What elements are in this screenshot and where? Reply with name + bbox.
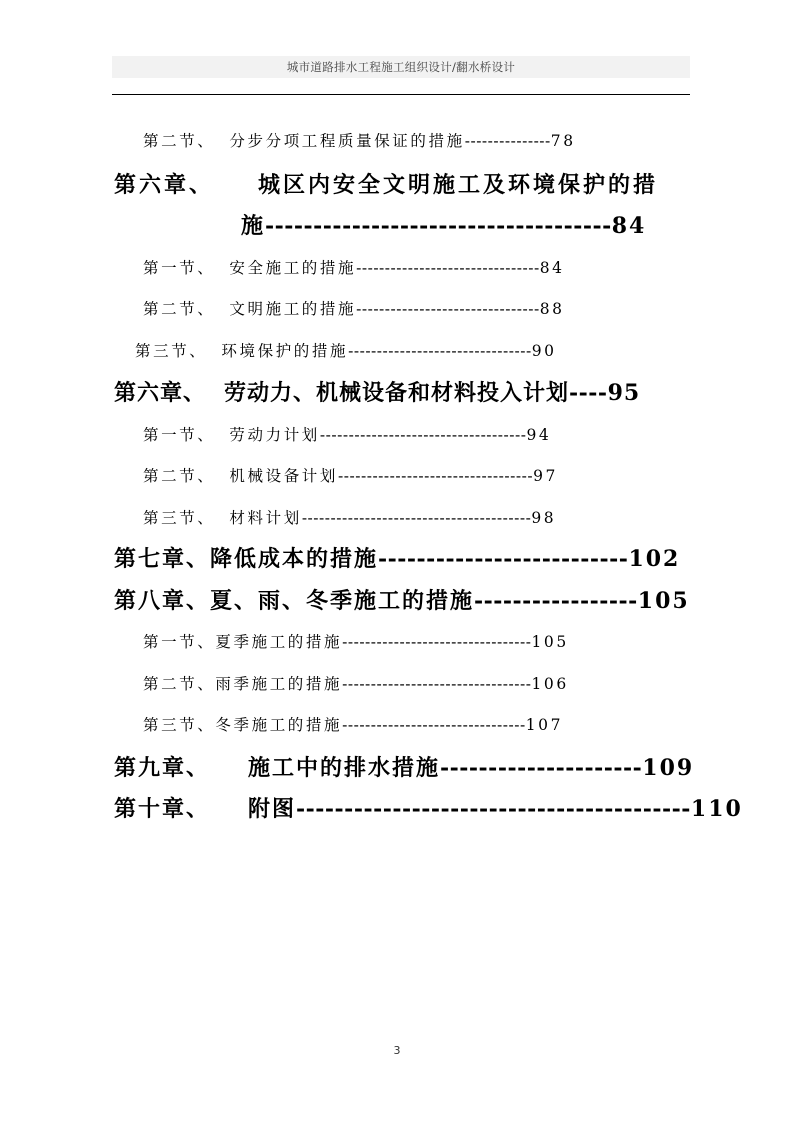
section-title: 安全施工的措施 bbox=[229, 259, 357, 277]
section-number: 第三节、 bbox=[135, 342, 208, 360]
toc-chapter-entry[interactable] bbox=[114, 583, 690, 619]
toc-section-entry[interactable] bbox=[135, 338, 557, 364]
section-title: 夏季施工的措施 bbox=[215, 633, 343, 651]
page-reference: 88 bbox=[539, 300, 565, 318]
toc-chapter-entry[interactable] bbox=[114, 750, 694, 786]
toc-section-entry[interactable] bbox=[143, 505, 556, 531]
toc-chapter-entry[interactable] bbox=[114, 541, 680, 577]
section-title: 劳动力计划 bbox=[229, 426, 320, 444]
page-reference: 106 bbox=[531, 675, 569, 693]
dot-leader: -------------------------------- bbox=[342, 716, 526, 734]
section-number: 第三节、 bbox=[143, 716, 216, 734]
chapter-number: 第十章、 bbox=[114, 796, 211, 822]
section-number: 第三节、 bbox=[143, 509, 216, 527]
toc-section-entry[interactable] bbox=[143, 712, 563, 738]
section-number: 第二节、 bbox=[143, 300, 216, 318]
dot-leader: -------------------------- bbox=[378, 546, 629, 572]
toc-chapter-entry[interactable] bbox=[114, 791, 743, 827]
page-reference: 110 bbox=[690, 796, 743, 822]
chapter-number: 第七章、 bbox=[114, 546, 211, 572]
chapter-title: 附图 bbox=[248, 796, 297, 822]
chapter-number: 第六章、 bbox=[114, 172, 215, 198]
page-reference: 102 bbox=[628, 546, 681, 572]
dot-leader: -------------------------------- bbox=[356, 259, 540, 277]
section-number: 第一节、 bbox=[143, 426, 216, 444]
dot-leader: ----------------- bbox=[474, 588, 638, 614]
page-reference: 78 bbox=[550, 132, 576, 150]
section-number: 第一节、 bbox=[143, 259, 216, 277]
dot-leader: --------------------------------- bbox=[342, 633, 532, 651]
toc-section-entry[interactable] bbox=[143, 629, 569, 655]
section-number: 第二节、 bbox=[143, 467, 216, 485]
chapter-title: 降低成本的措施 bbox=[210, 546, 379, 572]
page-reference: 97 bbox=[533, 467, 559, 485]
header-rule bbox=[112, 94, 690, 95]
page-reference: 109 bbox=[642, 755, 695, 781]
chapter-number: 第八章、 bbox=[114, 588, 211, 614]
section-title: 机械设备计划 bbox=[229, 467, 339, 485]
section-title: 材料计划 bbox=[229, 509, 302, 527]
chapter-title: 施工中的排水措施 bbox=[248, 755, 441, 781]
chapter-number: 第九章、 bbox=[114, 755, 211, 781]
page-reference: 98 bbox=[531, 509, 557, 527]
section-title: 分步分项工程质量保证的措施 bbox=[229, 132, 465, 150]
page-reference: 105 bbox=[637, 588, 690, 614]
toc-section-entry[interactable] bbox=[143, 296, 565, 322]
chapter-number: 第六章、 bbox=[114, 380, 207, 406]
dot-leader: ---------------------------------------- bbox=[301, 509, 532, 527]
section-title: 冬季施工的措施 bbox=[215, 716, 343, 734]
page-reference: 84 bbox=[611, 213, 647, 239]
dot-leader: --------------------------------- bbox=[342, 675, 532, 693]
toc-section-entry[interactable] bbox=[143, 463, 558, 489]
dot-leader: ----------------------------------------- bbox=[296, 796, 691, 822]
page-reference: 95 bbox=[607, 380, 641, 406]
dot-leader: ------------------------------------ bbox=[319, 426, 527, 444]
running-header: 城市道路排水工程施工组织设计/翻水桥设计 bbox=[112, 56, 690, 78]
page-reference: 84 bbox=[539, 259, 565, 277]
dot-leader: --------------------- bbox=[440, 755, 643, 781]
toc-chapter-entry[interactable] bbox=[114, 375, 640, 411]
page-reference: 90 bbox=[531, 342, 557, 360]
dot-leader: ---- bbox=[569, 380, 608, 406]
page-reference: 107 bbox=[525, 716, 564, 734]
chapter-title: 施 bbox=[241, 213, 266, 239]
section-title: 环境保护的措施 bbox=[221, 342, 349, 360]
chapter-title: 劳动力、机械设备和材料投入计划 bbox=[224, 380, 570, 406]
dot-leader: ---------------------------------- bbox=[338, 467, 534, 485]
chapter-title: 城区内安全文明施工及环境保护的措 bbox=[258, 172, 659, 198]
dot-leader: --------------- bbox=[464, 132, 551, 150]
toc-section-entry[interactable] bbox=[143, 422, 551, 448]
page-reference: 94 bbox=[526, 426, 552, 444]
toc-section-entry[interactable] bbox=[143, 671, 569, 697]
dot-leader: ------------------------------------ bbox=[265, 213, 612, 239]
toc-chapter-entry-continued[interactable] bbox=[241, 208, 646, 244]
page-number: 3 bbox=[393, 1044, 401, 1057]
toc-section-entry[interactable] bbox=[143, 128, 576, 154]
dot-leader: -------------------------------- bbox=[348, 342, 532, 360]
section-title: 雨季施工的措施 bbox=[215, 675, 343, 693]
chapter-title: 夏、雨、冬季施工的措施 bbox=[210, 588, 475, 614]
section-number: 第二节、 bbox=[143, 132, 216, 150]
section-number: 第一节、 bbox=[143, 633, 216, 651]
section-number: 第二节、 bbox=[143, 675, 216, 693]
toc-section-entry[interactable] bbox=[143, 255, 565, 281]
toc-chapter-entry[interactable] bbox=[114, 167, 658, 203]
dot-leader: -------------------------------- bbox=[356, 300, 540, 318]
page-reference: 105 bbox=[531, 633, 569, 651]
section-title: 文明施工的措施 bbox=[229, 300, 357, 318]
